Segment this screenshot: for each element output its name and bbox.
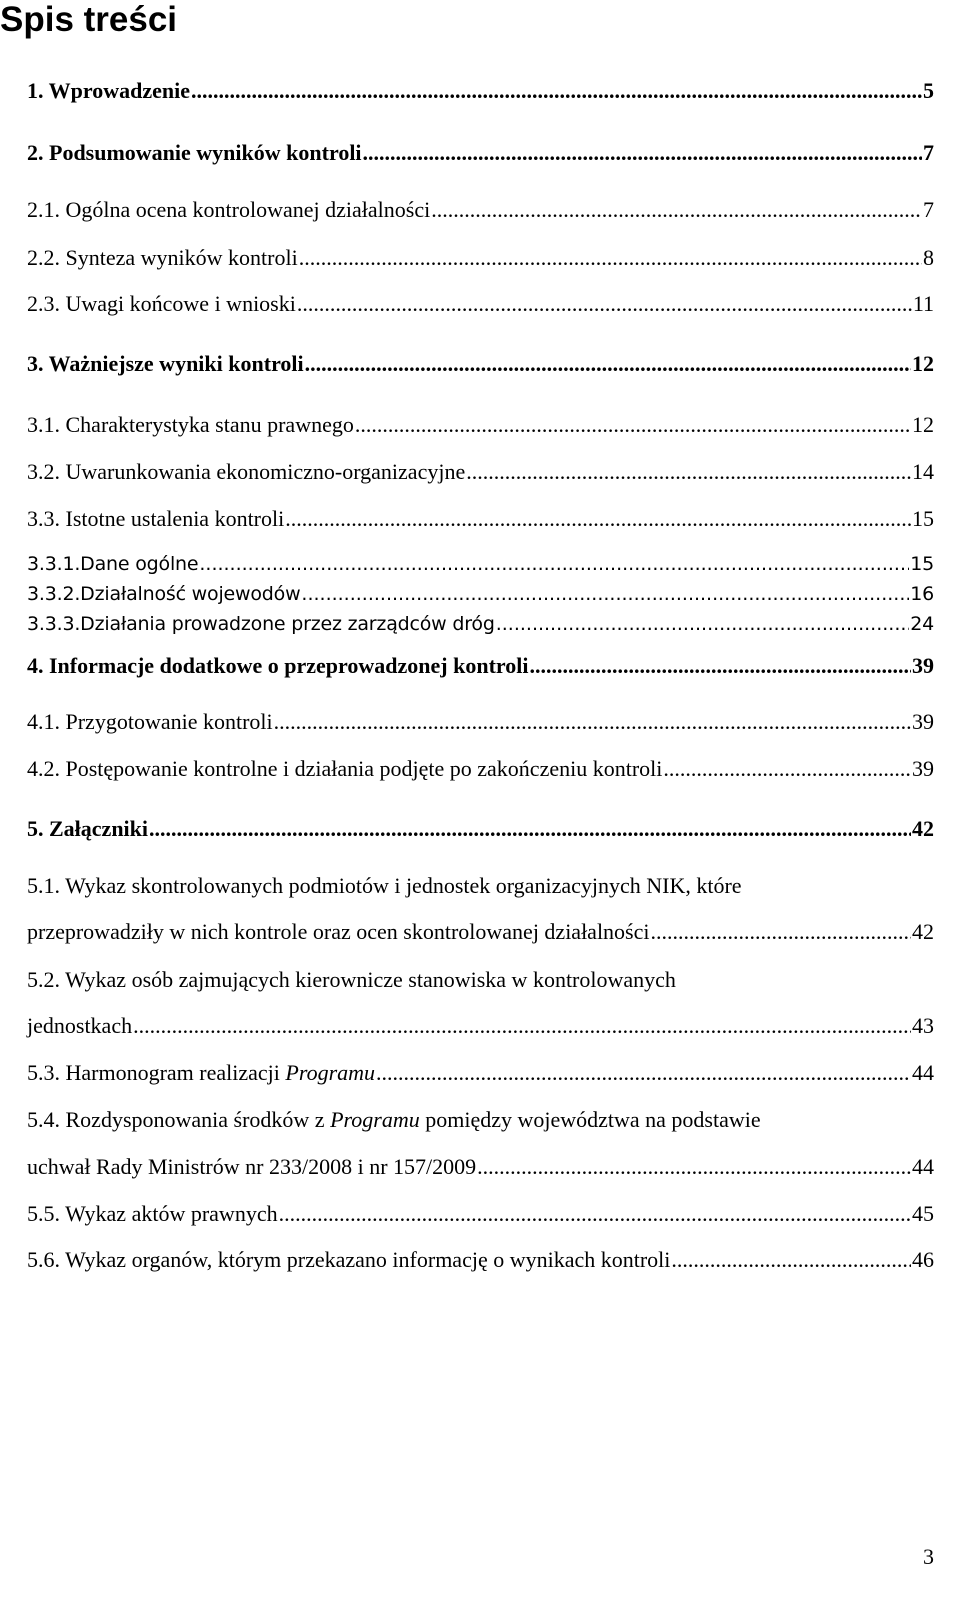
- toc-entry-5-1-line1[interactable]: [27, 872, 742, 900]
- toc-entry-text: 2.3. Uwagi końcowe i wnioski: [27, 291, 296, 316]
- toc-entry-1[interactable]: [27, 77, 934, 105]
- toc-entry-page: 46: [912, 1247, 934, 1272]
- toc-entry-page: 39: [912, 756, 934, 781]
- toc-entry-page: 44: [912, 1154, 934, 1179]
- toc-entry-text: jednostkach: [27, 1013, 133, 1038]
- toc-entry-3-3-2[interactable]: [27, 583, 934, 605]
- toc-entry-3-2[interactable]: [27, 458, 934, 486]
- toc-leader-dots: [466, 458, 911, 486]
- toc-leader-dots: [274, 708, 911, 736]
- toc-entry-text: 4.2. Postępowanie kontrolne i działania podjęte po zakończeniu kontroli: [27, 756, 663, 781]
- toc-leader-dots: [651, 918, 912, 946]
- toc-entry-page: 15: [910, 553, 934, 575]
- toc-leader-dots: [363, 139, 922, 167]
- toc-entry-text: 3.2. Uwarunkowania ekonomiczno-organizacyjne: [27, 459, 466, 484]
- toc-entry-text: 3.3.1.Dane ogólne: [27, 553, 199, 575]
- toc-entry-3-3[interactable]: [27, 505, 934, 533]
- toc-entry-italic: Programu: [285, 1060, 376, 1085]
- toc-entry-text: uchwał Rady Ministrów nr 233/2008 i nr 157/2009: [27, 1154, 477, 1179]
- toc-entry-page: 42: [912, 919, 934, 944]
- toc-leader-dots: [279, 1200, 911, 1228]
- toc-entry-text: 2.2. Synteza wyników kontroli: [27, 245, 298, 270]
- toc-leader-dots: [133, 1012, 911, 1040]
- toc-entry-text: 1. Wprowadzenie: [27, 78, 190, 103]
- toc-entry-page: 12: [912, 351, 934, 376]
- toc-leader-dots: [671, 1246, 911, 1274]
- toc-entry-5-4[interactable]: [27, 1153, 934, 1181]
- toc-entry-5-1[interactable]: [27, 918, 934, 946]
- toc-entry-page: 45: [912, 1201, 934, 1226]
- toc-entry-text: 3. Ważniejsze wyniki kontroli: [27, 351, 304, 376]
- toc-leader-dots: [663, 755, 911, 783]
- toc-leader-dots: [355, 411, 911, 439]
- toc-entry-3-1[interactable]: [27, 411, 934, 439]
- toc-entry-3[interactable]: [27, 350, 934, 378]
- toc-entry-page: 15: [912, 506, 934, 531]
- toc-entry-text: 5.4. Rozdysponowania środków z Programu pomiędzy województwa na podstawie: [27, 1107, 761, 1132]
- toc-entry-text: 3.3.2.Działalność wojewodów: [27, 583, 301, 605]
- toc-entry-text: 2. Podsumowanie wyników kontroli: [27, 140, 362, 165]
- page-number: 3: [923, 1544, 934, 1569]
- toc-leader-dots: [496, 613, 910, 635]
- toc-entry-text: 5. Załączniki: [27, 816, 149, 841]
- toc-entry-page: 12: [912, 412, 934, 437]
- toc-entry-page: 42: [912, 816, 934, 841]
- toc-entry-text: 2.1. Ogólna ocena kontrolowanej działalności: [27, 197, 431, 222]
- toc-entry-5-2[interactable]: [27, 1012, 934, 1040]
- toc-entry-page: 5: [923, 78, 934, 103]
- toc-entry-page: 8: [923, 245, 934, 270]
- toc-entry-5-3[interactable]: [27, 1059, 934, 1087]
- toc-leader-dots: [376, 1059, 911, 1087]
- toc-entry-page: 39: [912, 709, 934, 734]
- toc-leader-dots: [149, 815, 911, 843]
- toc-entry-5-4-line1[interactable]: [27, 1106, 761, 1134]
- toc-entry-page: 16: [910, 583, 934, 605]
- toc-entry-3-3-3[interactable]: [27, 613, 934, 635]
- toc-leader-dots: [191, 77, 922, 105]
- toc-entry-3-3-1[interactable]: [27, 553, 934, 575]
- toc-entry-4[interactable]: [27, 652, 934, 680]
- toc-entry-5-2-line1[interactable]: [27, 966, 676, 994]
- toc-leader-dots: [299, 244, 922, 272]
- toc-entry-page: 39: [912, 653, 934, 678]
- toc-entry-page: 14: [912, 459, 934, 484]
- toc-entry-page: 7: [923, 197, 934, 222]
- toc-entry-page: 24: [910, 613, 934, 635]
- toc-entry-5-6[interactable]: [27, 1246, 934, 1274]
- toc-entry-2-3[interactable]: [27, 290, 934, 318]
- toc-entry-text: 3.3. Istotne ustalenia kontroli: [27, 506, 285, 531]
- toc-entry-4-2[interactable]: [27, 755, 934, 783]
- toc-leader-dots: [305, 350, 911, 378]
- toc-entry-text: 4. Informacje dodatkowe o przeprowadzonej kontroli: [27, 653, 529, 678]
- page-title: Spis treści: [0, 0, 178, 39]
- toc-entry-text: 3.3.3.Działania prowadzone przez zarządców dróg: [27, 613, 495, 635]
- toc-entry-2[interactable]: [27, 139, 934, 167]
- toc-entry-text: 5.5. Wykaz aktów prawnych: [27, 1201, 278, 1226]
- toc-leader-dots: [431, 196, 922, 224]
- toc-entry-italic: Programu: [330, 1107, 420, 1132]
- toc-entry-2-2[interactable]: [27, 244, 934, 272]
- toc-entry-page: 44: [912, 1060, 934, 1085]
- toc-entry-5[interactable]: [27, 815, 934, 843]
- toc-entry-page: 11: [912, 291, 934, 316]
- toc-entry-text: 3.1. Charakterystyka stanu prawnego: [27, 412, 354, 437]
- toc-entry-text: 4.1. Przygotowanie kontroli: [27, 709, 273, 734]
- toc-entry-text: 5.1. Wykaz skontrolowanych podmiotów i jednostek organizacyjnych NIK, które: [27, 873, 742, 898]
- toc-entry-text: 5.6. Wykaz organów, którym przekazano informację o wynikach kontroli: [27, 1247, 671, 1272]
- toc-entry-page: 43: [912, 1013, 934, 1038]
- toc-entry-5-5[interactable]: [27, 1200, 934, 1228]
- toc-leader-dots: [477, 1153, 911, 1181]
- toc-entry-4-1[interactable]: [27, 708, 934, 736]
- toc-leader-dots: [301, 583, 909, 605]
- toc-entry-text: 5.2. Wykaz osób zajmujących kierownicze stanowiska w kontrolowanych: [27, 967, 676, 992]
- toc-entry-2-1[interactable]: [27, 196, 934, 224]
- toc-leader-dots: [530, 652, 912, 680]
- toc-entry-text: przeprowadziły w nich kontrole oraz ocen skontrolowanej działalności: [27, 919, 650, 944]
- toc-leader-dots: [285, 505, 911, 533]
- toc-entry-text: 5.3. Harmonogram realizacji Programu: [27, 1060, 376, 1085]
- toc-entry-page: 7: [923, 140, 934, 165]
- toc-leader-dots: [297, 290, 912, 318]
- toc-leader-dots: [199, 553, 909, 575]
